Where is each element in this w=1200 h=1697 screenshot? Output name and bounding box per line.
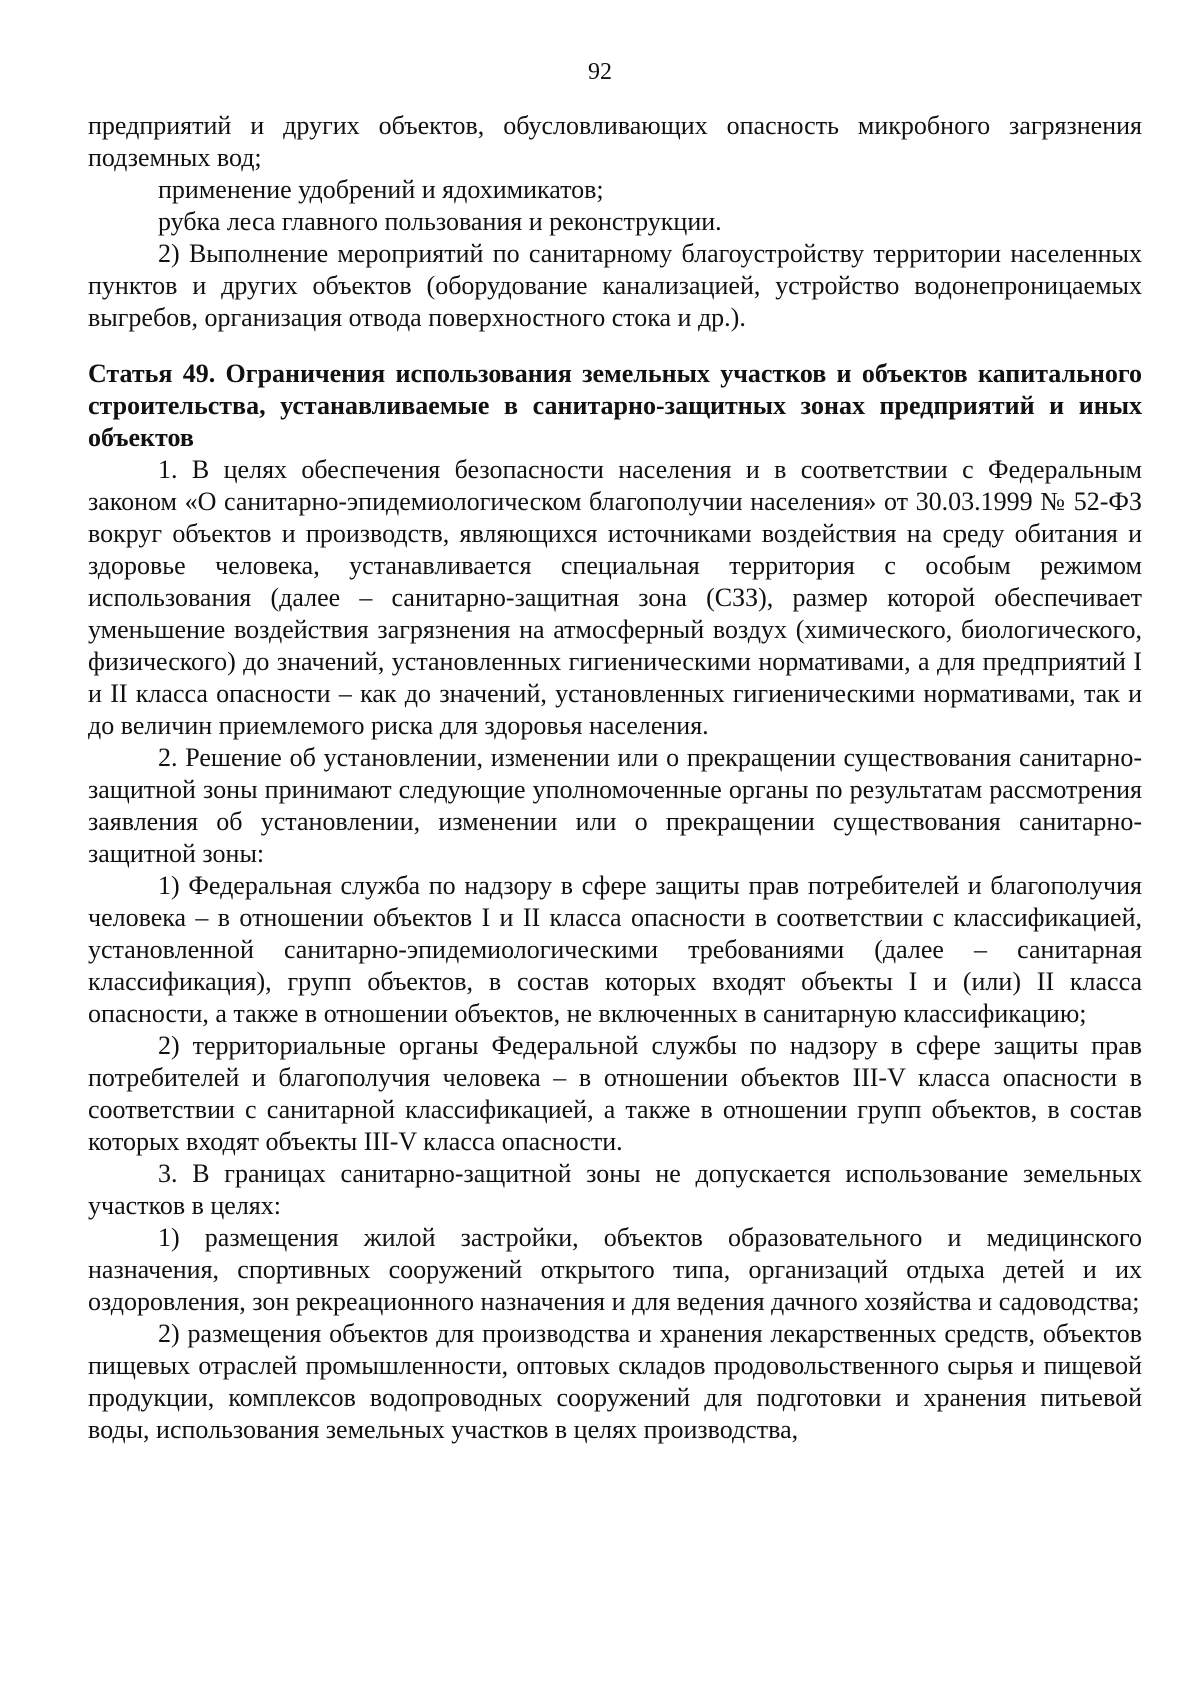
paragraph: 2) территориальные органы Федеральной службы по надзору в сфере защиты прав потребителей и благополучия человека – в отношении объектов III-V класса опасности в соответствии с санитарной классификацией, а также в отношении групп объектов, в состав которых входят объекты III-V класса опасности.: [88, 1031, 1142, 1156]
paragraph: 2. Решение об установлении, изменении или о прекращении существования санитарно-защитной зоны принимают следующие уполномоченные органы по результатам рассмотрения заявления об установлении, изменении или о прекращении существования санитарно-защитной зоны:: [88, 743, 1142, 868]
paragraph: 2) Выполнение мероприятий по санитарному благоустройству территории населенных пунктов и других объектов (оборудование канализацией, устройство водонепроницаемых выгребов, организация отвода поверхностного стока и др.).: [88, 239, 1142, 332]
paragraph: 1) размещения жилой застройки, объектов образовательного и медицинского назначения, спортивных сооружений открытого типа, организаций отдыха детей и их оздоровления, зон рекреационного назначения и для ведения дачного хозяйства и садоводства;: [88, 1223, 1142, 1316]
document-text: [88, 110, 1142, 1446]
page-number: 92: [588, 59, 612, 85]
article-heading: Статья 49. Ограничения использования земельных участков и объектов капитального строительства, устанавливаемые в санитарно-защитных зонах предприятий и иных объектов: [88, 359, 1142, 452]
paragraph: 3. В границах санитарно-защитной зоны не допускается использование земельных участков в целях:: [88, 1159, 1142, 1220]
paragraph: 1) Федеральная служба по надзору в сфере защиты прав потребителей и благополучия человека – в отношении объектов I и II класса опасности в соответствии с классификацией, установленной санитарно-эпидемиологическими требованиями (далее – санитарная классификация), групп объектов, в состав которых входят объекты I и (или) II класса опасности, а также в отношении объектов, не включенных в санитарную классификацию;: [88, 871, 1142, 1028]
paragraph: 2) размещения объектов для производства и хранения лекарственных средств, объектов пищевых отраслей промышленности, оптовых складов продовольственного сырья и пищевой продукции, комплексов водопроводных сооружений для подготовки и хранения питьевой воды, использования земельных участков в целях производства,: [88, 1319, 1142, 1444]
paragraph: 1. В целях обеспечения безопасности населения и в соответствии с Федеральным законом «О санитарно-эпидемиологическом благополучии населения» от 30.03.1999 № 52-ФЗ вокруг объектов и производств, являющихся источниками воздействия на среду обитания и здоровье человека, устанавливается специальная территория с особым режимом использования (далее – санитарно-защитная зона (СЗЗ), размер которой обеспечивает уменьшение воздействия загрязнения на атмосферный воздух (химического, биологического, физического) до значений, установленных гигиеническими нормативами, а для предприятий I и II класса опасности – как до значений, установленных гигиеническими нормативами, так и до величин приемлемого риска для здоровья населения.: [88, 455, 1142, 740]
paragraph: применение удобрений и ядохимикатов;: [158, 175, 604, 204]
paragraph: рубка леса главного пользования и реконструкции.: [158, 207, 722, 236]
paragraph: предприятий и других объектов, обусловливающих опасность микробного загрязнения подземных вод;: [88, 111, 1142, 172]
